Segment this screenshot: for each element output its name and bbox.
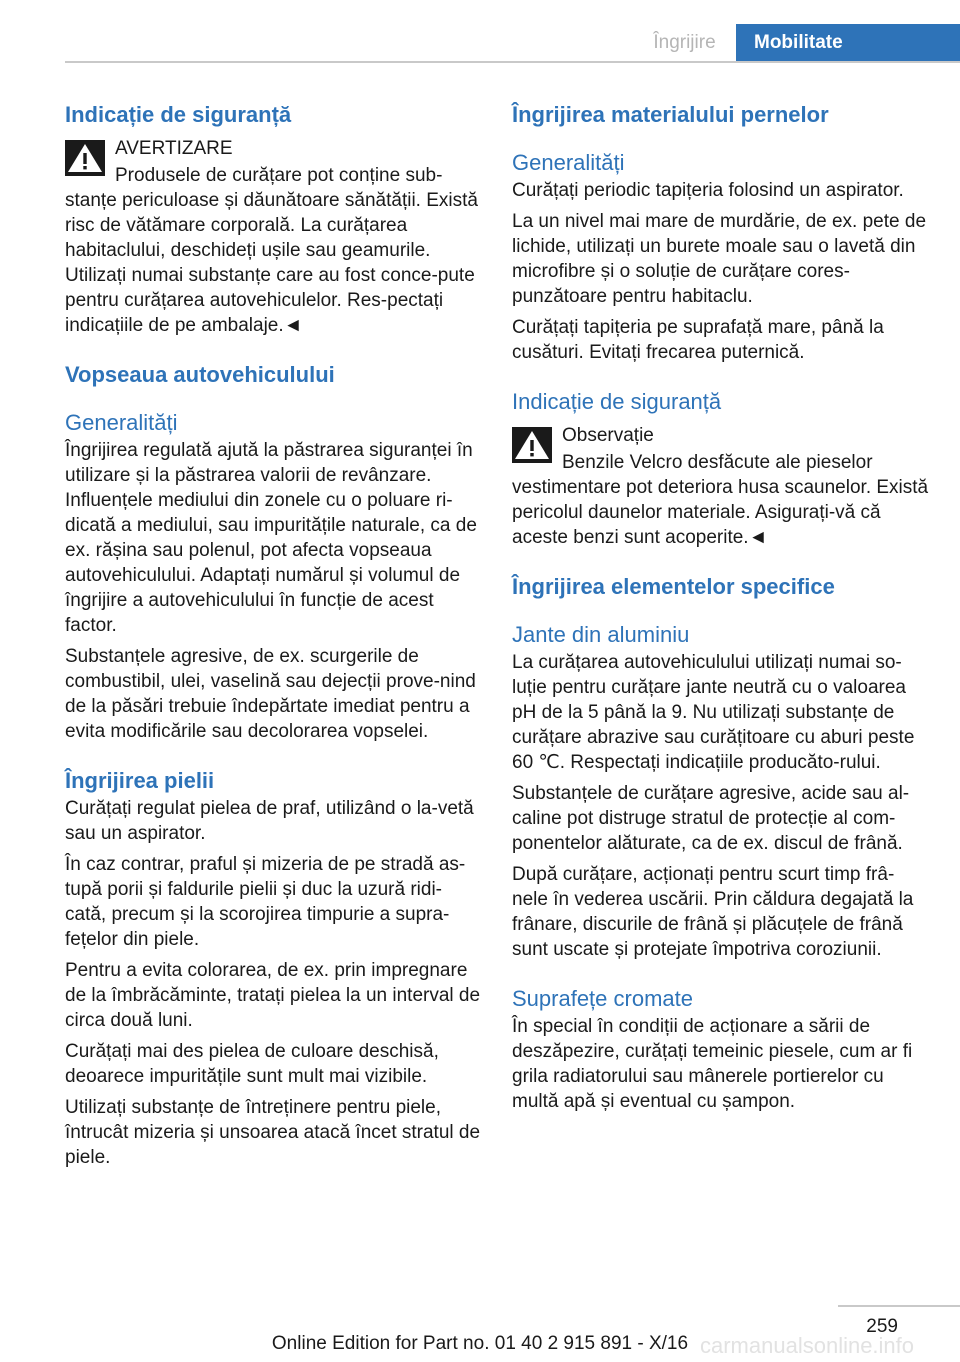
notice-text: Benzile Velcro desfăcute ale pieselor vestimentare pot deteriora husa scaunelor. Există pericolul daunelor materiale. Asigurați-vă că aceste benzi sunt acoperite.◄: [512, 452, 929, 548]
chrome-heading: Suprafețe cromate: [512, 986, 693, 1011]
warning-icon: [512, 427, 552, 463]
tab-mobility[interactable]: Mobilitate: [736, 24, 960, 61]
rims-heading: Jante din aluminiu: [512, 622, 690, 647]
leather-paragraph-2: În caz contrar, praful și mizeria de pe stradă as-tupă porii și faldurile pielii și duc la uzură ridi-cată, precum și la scorojirea timpurie a supra-fețelor din piele.: [65, 854, 466, 950]
leather-paragraph-3: Pentru a evita colorarea, de ex. prin impregnare de la îmbrăcăminte, tratați pielea la un interval de circa două luni.: [65, 960, 481, 1031]
page-number: 259: [866, 1316, 898, 1337]
warning-block: [65, 136, 483, 338]
rims-paragraph-1: La curățarea autovehiculului utilizați numai so-luție pentru curățare jante neutră cu o valoarea pH de la 5 până la 9. Nu utilizați substanțe de curățare abrazive sau curățitoare cu aburi peste 60 ℃. Respectați indicațiile producăto-rului.: [512, 652, 915, 773]
safety-heading-right: Indicație de siguranță: [512, 389, 722, 414]
left-column: [65, 100, 483, 1176]
notice-label: Observație: [562, 425, 654, 446]
leather-paragraph-4: Curățați mai des pielea de culoare deschisă, deoarece impuritățile sunt mult mai vizibile.: [65, 1041, 439, 1087]
footer-rule: [838, 1305, 960, 1307]
leather-paragraph-5: Utilizați substanțe de întreținere pentru piele, întrucât mizeria și unsoarea atacă încet stratul de piele.: [65, 1097, 481, 1168]
notice-block: [512, 423, 930, 550]
upholstery-heading: Îngrijirea materialului pernelor: [512, 102, 829, 127]
safety-heading: Indicație de siguranță: [65, 102, 292, 127]
general-heading-right: Generalități: [512, 150, 625, 175]
rims-paragraph-3: După curățare, acționați pentru scurt timp frâ-nele în vederea uscării. Prin căldura degajată la frânare, discurile de frână și plăcuțele de frână sunt uscate și protejate împotriva coroziunii.: [512, 864, 914, 960]
edition-footer: Online Edition for Part no. 01 40 2 915 891 - X/16: [271, 1333, 689, 1354]
specific-heading: Îngrijirea elementelor specifice: [512, 574, 835, 599]
leather-heading: Îngrijirea pielii: [65, 768, 215, 793]
paint-heading: Vopseaua autovehiculului: [65, 362, 335, 387]
paint-paragraph-1: Îngrijirea regulată ajută la păstrarea siguranței în utilizare și la păstrarea valorii de revânzare. Influențele mediului din zonele cu o poluare ri-dicată a mediului, sau impuritățile naturale, ca de ex. rășina sau polenul, pot afecta vopseaua autovehiculului. Adaptați numărul și volumul de îngrijire a autovehiculului în funcție de acest factor.: [65, 440, 477, 636]
right-column: [512, 100, 930, 1120]
watermark: carmanualsonline.info: [700, 1333, 915, 1358]
leather-paragraph-1: Curățați regulat pielea de praf, utilizând o la-vetă sau un aspirator.: [65, 798, 474, 844]
chrome-paragraph-1: În special în condiții de acționare a sării de deszăpezire, curățați temeinic piesele, cum ar fi grila radiatorului sau mânerele portierelor cu multă apă și eventual cu șampon.: [512, 1016, 913, 1112]
warning-icon: [65, 140, 105, 176]
paint-paragraph-2: Substanțele agresive, de ex. scurgerile de combustibil, ulei, vaselină sau dejecții prove-nind de la păsări trebuie îndepărtate imediat pentru a evita modificările sau decolorarea vopselei.: [65, 646, 476, 742]
upholstery-paragraph-1: Curățați periodic tapițeria folosind un aspirator.: [512, 180, 904, 201]
warning-label: AVERTIZARE: [115, 138, 233, 159]
upholstery-paragraph-2: La un nivel mai mare de murdărie, de ex. pete de lichide, utilizați un burete moale sau o lavetă din microfibre și o soluție de curățare cores-punzătoare pentru habitaclu.: [512, 211, 927, 307]
upholstery-paragraph-3: Curățați tapițeria pe suprafață mare, până la cusături. Evitați frecarea puternică.: [512, 317, 884, 363]
general-heading: Generalități: [65, 410, 178, 435]
rims-paragraph-2: Substanțele de curățare agresive, acide sau al-caline pot distruge stratul de protecție al com-ponentelor alăturate, ca de ex. discul de frână.: [512, 783, 910, 854]
tab-care[interactable]: Îngrijire: [653, 32, 716, 53]
header-rule: [65, 61, 960, 63]
warning-text: Produsele de curățare pot conține sub-stanțe periculoase și dăunătoare sănătății. Există risc de vătămare corporală. La curățarea habitaclului, deschideți ușile sau geamurile. Utilizați numai substanțe care au fost conce-pute pentru curățarea autovehiculelor. Res-pectați indicațiile de pe ambalaje.◄: [65, 165, 478, 336]
